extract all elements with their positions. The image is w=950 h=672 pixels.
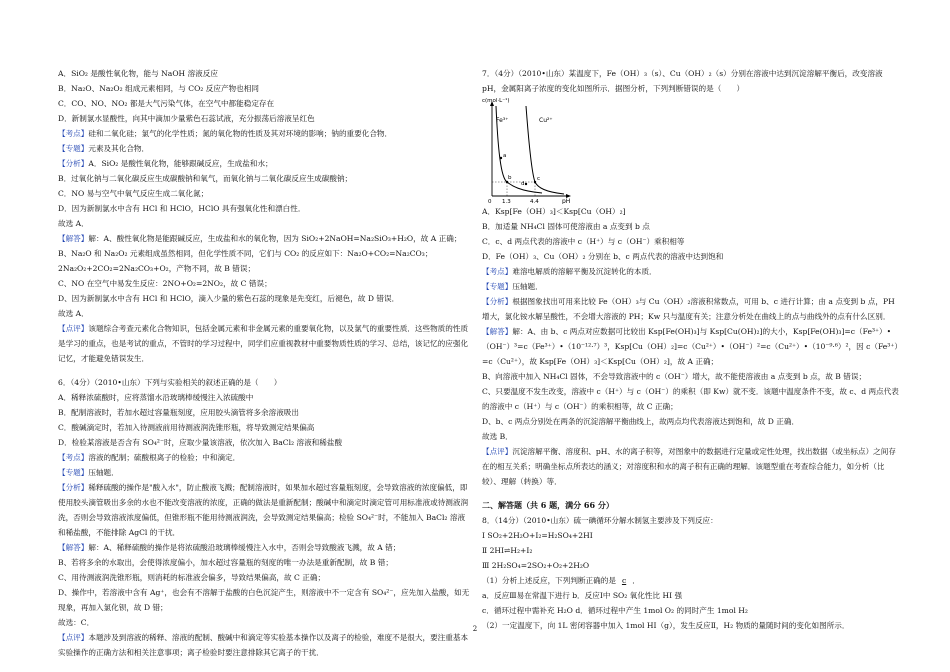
q5-fenxi-gu: 故选 A． [58, 219, 89, 228]
q6-option-a: A．稀释浓硫酸时，应将蒸馏水沿玻璃棒缓慢注入浓硫酸中 [58, 393, 254, 402]
x-axis-label: pH [562, 198, 571, 204]
fe-curve-label: Fe³⁺ [496, 117, 509, 124]
q5-jieda-c: C、NO 在空气中易发生反应：2NO+O₂=2NO₂，故 C 错误； [58, 279, 272, 288]
right-column [482, 66, 900, 633]
q5-fenxi-d: D．因为新制氯水中含有 HCl 和 HClO，HClO 具有强氧化性和漂白性． [58, 204, 306, 213]
q5-jieda-b2: 2Na₂O₂+2CO₂=2Na₂CO₃+O₂，产物不同，故 B 错误； [58, 264, 256, 273]
q6-kaodian: 【考点】溶液的配制；硫酸根离子的检验；中和滴定． [58, 453, 241, 462]
q7-title: 7．（4分）（2010•山东）某温度下，Fe（OH）₃（s）、Cu（OH）₂（s）分别在溶液中达到沉淀溶解平衡后，改变溶液 pH，金属阳离子浓度的变化如图所示．据图分析，下列判断错误的是（ ） [482, 69, 883, 93]
q6-jieda-b: B、若将多余的水取出，会使得浓度偏小，加水超过容量瓶的刻度的唯一办法是重新配制，故 B 错； [58, 558, 393, 567]
tag-jieda: 【解答】 [58, 234, 89, 243]
q7-option-a: A．Ksp[Fe（OH）₃]＜Ksp[Cu（OH）₂] [482, 207, 626, 216]
q7-graph [482, 96, 900, 204]
q6-zhuanti: 【专题】压轴题． [58, 468, 119, 477]
point-b [506, 181, 508, 183]
left-column [58, 66, 470, 660]
q8-title: 8．（14分）（2010•山东）硫一碘循环分解水制氢主要涉及下列反应： [482, 516, 718, 525]
q6-fenxi: 【分析】稀释硫酸的操作是"酸入水"，防止酸液飞溅；配制溶液时，如果加水超过容量瓶刻度，会导致溶液的浓度偏低，即使用胶头滴管吸出多余的水也不能改变溶液的浓度，正确的做法是重新配制；酸碱中和滴定时滴定管可用标准液或待测液润洗，否则会导致溶液浓度偏低，但锥形瓶不能用待测液润洗，会导致测定结果偏高；检验 SO₄²⁻时，不能加入 BaCl₂ 溶液和稀盐酸，不能排除 AgCl 的干扰． [58, 483, 469, 537]
y-axis-label: c(mol·L⁻¹) [482, 98, 510, 104]
tag-zhuanti: 【专题】 [58, 144, 89, 153]
q6-option-d: D．检验某溶液是否含有 SO₄²⁻时，应取少量该溶液，依次加入 BaCl₂ 溶液和稀盐酸 [58, 438, 343, 447]
q5-option-c: C．CO、NO、NO₂ 都是大气污染气体，在空气中都能稳定存在 [58, 99, 275, 108]
q6-jieda-d: D、操作中，若溶液中含有 Ag⁺，也会有不溶解于盐酸的白色沉淀产生，则溶液中不一定含有 SO₄²⁻，应先加入盐酸，如无现象，再加入氯化钡，故 D 错； [58, 588, 470, 612]
q6-jieda-c: C、用待测液润洗锥形瓶，则消耗的标准液会偏多，导致结果偏高，故 C 正确； [58, 573, 326, 582]
q6-option-b: B．配制溶液时，若加水超过容量瓶刻度，应用胶头滴管将多余溶液吸出 [58, 408, 299, 417]
q7-jieda-gu: 故选 B． [482, 432, 513, 441]
tag-dianping: 【点评】 [58, 324, 89, 333]
q7-jieda-d: D、b、c 两点分别处在两条的沉淀溶解平衡曲线上，故两点均代表溶液达到饱和，故 D 正确． [482, 417, 800, 426]
q5-dianping: 【点评】该题综合考查元素化合物知识，包括金属元素和非金属元素的重要氧化物，以及氯气的重要性质．这些物质的性质是学习的重点，也是考试的重点，不管时的学习过程中，同学们应重视教材中重要物质性质的学习、总结，该记忆的应强化记忆，才能避免错误发生． [58, 324, 469, 363]
q6-option-c: C．酸碱滴定时，若加入待测液前用待测液润洗锥形瓶，将导致测定结果偏高 [58, 423, 315, 432]
q8-reaction-2: Ⅱ 2HI⇌H₂+I₂ [482, 546, 533, 555]
q5-jieda-d: D、因为新制氯水中含有 HCl 和 HClO，滴入少量的紫色石蕊的现象是先变红，后褪色，故 D 错误． [58, 294, 400, 303]
q8-reaction-3: Ⅲ 2H₂SO₄=2SO₂+O₂+2H₂O [482, 561, 590, 570]
q5-option-d: D．新制氯水显酸性，向其中滴加少量紫色石蕊试液，充分振荡后溶液呈红色 [58, 114, 315, 123]
q7-option-d: D．Fe（OH）₃、Cu（OH）₂ 分别在 b、c 两点代表的溶液中达到饱和 [482, 252, 724, 261]
q7-jieda-b: B、向溶液中加入 NH₄Cl 固体，不会导致溶液中的 c（OH⁻）增大，故不能使溶液由 a 点变到 b 点，故 B 错误； [482, 372, 867, 381]
q5-fenxi: 【分析】A．SiO₂ 是酸性氧化物，能够跟碱反应，生成盐和水； [58, 159, 273, 168]
q8-sub1-opts-1: a．反应Ⅲ易在常温下进行 b．反应Ⅰ中 SO₂ 氧化性比 HI 强 [482, 591, 683, 600]
q7-option-c: C．c、d 两点代表的溶液中 c（H⁺）与 c（OH⁻）乘积相等 [482, 237, 685, 246]
cu-curve-label: Cu²⁺ [539, 117, 553, 124]
q5-fenxi-c: C．NO 易与空气中氧气反应生成二氧化氮； [58, 189, 209, 198]
q5-option-a: A．SiO₂ 是酸性氧化物，能与 NaOH 溶液反应 [58, 69, 218, 78]
q8-reaction-1: Ⅰ SO₂+2H₂O+I₂=H₂SO₄+2HI [482, 531, 593, 540]
page-number: 2 [472, 625, 478, 633]
q7-kaodian: 【考点】难溶电解质的溶解平衡及沉淀转化的本质． [482, 267, 657, 276]
q7-zhuanti: 【专题】压轴题． [482, 282, 543, 291]
tag-kaodian: 【考点】 [58, 129, 89, 138]
q5-zhuanti: 【专题】元素及其化合物． [58, 144, 150, 153]
tag-fenxi: 【分析】 [58, 159, 89, 168]
q6-gu: 故选：C． [58, 618, 95, 627]
point-b-label: b [508, 175, 512, 181]
q7-jieda: 【解答】解：A、由 b、c 两点对应数据可比较出 Ksp[Fe(OH)₃]与 Ksp[Cu(OH)₂]的大小，Ksp[Fe(OH)₃]=c（Fe³⁺）•（OH⁻）³=c（Fe³⁺）•（10⁻¹²·⁷）³，Ksp[Cu（OH）₂]=c（Cu²⁺）•（OH⁻）²=c（Cu²⁺）•（10⁻⁹·⁶）²，因 c（Fe³⁺）=c（Cu²⁺），故 Ksp[Fe（OH）₃]＜Ksp[Cu（OH）₂]，故 A 正确； [482, 327, 899, 366]
section-2-title: 二、解答题（共 6 题，满分 66 分） [482, 500, 614, 510]
point-c [534, 181, 536, 183]
point-d [525, 183, 527, 185]
q5-option-b: B．Na₂O、Na₂O₂ 组成元素相同，与 CO₂ 反应产物也相同 [58, 84, 259, 93]
point-a-label: a [503, 153, 507, 159]
q5-fenxi-b: B．过氧化钠与二氧化碳反应生成碳酸钠和氧气，而氧化钠与二氧化碳反应生成碳酸钠； [58, 174, 353, 183]
q5-jieda-gu: 故选 A． [58, 309, 89, 318]
q7-fenxi: 【分析】根据图象找出可用来比较 Fe（OH）₃与 Cu（OH）₂溶液积常数点，可用 b、c 进行计算；由 a 点变到 b 点，PH 增大，氯化铵水解呈酸性，不会增大溶液的 PH；Kw 只与温度有关；注意分析处在曲线上的点与曲线外的点有什么区别． [482, 297, 895, 321]
q6-dianping: 【点评】本题涉及到溶液的稀释、溶液的配制、酸碱中和滴定等实验基本操作以及离子的检验，难度不是很大，要注重基本实验操作的正确方法和相关注意事项；离子检验时要注意排除其它离子的干扰． [58, 633, 469, 657]
q8-sub1-opts-2: c．循环过程中需补充 H₂O d．循环过程中产生 1mol O₂ 的同时产生 1mol H₂ [482, 606, 748, 615]
point-d-label: d [521, 181, 525, 187]
q8-sub1: （1）分析上述反应，下列判断正确的是 c ． [482, 576, 640, 585]
point-a [500, 157, 502, 159]
q5-kaodian: 【考点】硅和二氧化硅；氯气的化学性质；氮的氧化物的性质及其对环境的影响；钠的重要化合物． [58, 129, 393, 138]
q6-title: 6．（4分）（2010•山东）下列与实验相关的叙述正确的是（ ） [58, 378, 282, 387]
q5-jieda: 【解答】解：A、酸性氧化物是能跟碱反应，生成盐和水的氧化物，因为 SiO₂+2NaOH=Na₂SiO₃+H₂O，故 A 正确； [58, 234, 462, 243]
x-tick-1: 1.3 [502, 199, 511, 204]
x-tick-2: 4.4 [530, 199, 539, 204]
q5-jieda-b: B、Na₂O 和 Na₂O₂ 元素组成虽然相同，但化学性质不同，它们与 CO₂ 的反应如下：Na₂O+CO₂=Na₂CO₃； [58, 249, 433, 258]
q7-dianping: 【点评】沉淀溶解平衡、溶度积、pH、水的离子积等，对图象中的数据进行定量或定性处理，找出数据（或坐标点）之间存在的相互关系；明确坐标点所表达的涵义；对溶度积和水的离子积有正确的理解．该题型重在考查综合能力，如分析（比较）、理解（转换）等． [482, 447, 896, 486]
q7-option-b: B．加适量 NH₄Cl 固体可使溶液由 a 点变到 b 点 [482, 222, 650, 231]
x-tick-0: 0 [488, 199, 492, 204]
q8-sub1-answer: c [621, 576, 627, 585]
q7-jieda-c: C、只要温度不发生改变，溶液中 c（H⁺）与 c（OH⁻）的乘积（即 Kw）就不变．该题中温度条件不变，故 c、d 两点代表的溶液中 c（H⁺）与 c（OH⁻）的乘积相等，故 C 正确； [482, 387, 899, 411]
q6-jieda: 【解答】解：A、稀释硫酸的操作是将浓硫酸沿玻璃棒缓慢注入水中，否则会导致酸液飞溅，故 A 错； [58, 543, 401, 552]
solubility-graph [482, 96, 572, 204]
q8-sub2: （2）一定温度下，向 1L 密闭容器中加入 1mol HI（g），发生反应Ⅱ，H₂ 物质的量随时间的变化如图所示． [482, 621, 850, 630]
point-c-label: c [537, 176, 541, 182]
